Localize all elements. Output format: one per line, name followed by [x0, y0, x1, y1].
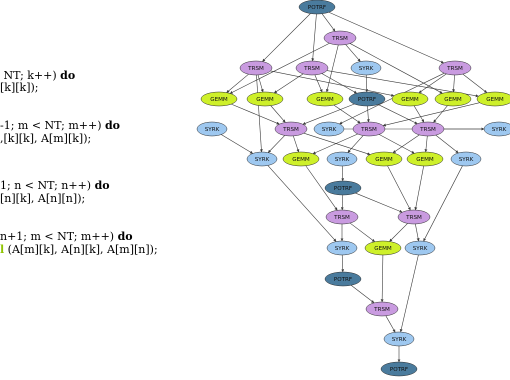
node-trsm-t13 [412, 122, 444, 136]
edge-g05-t13 [433, 106, 447, 123]
node-syrk-s06 [451, 152, 481, 166]
node-label: TRSM [304, 66, 320, 72]
code-line-7: n+1; m < NT; m++) do [0, 230, 133, 243]
node-label: GEMM [401, 97, 419, 103]
node-gemm-g21 [365, 241, 401, 255]
code-line-6: [n][k], A[n][n]); [0, 192, 86, 205]
edge-p1-t12 [367, 106, 368, 122]
node-label: SYRK [491, 127, 507, 133]
node-label: GEMM [256, 97, 274, 103]
code-line-1: NT; k++) do [0, 69, 76, 82]
node-label: GEMM [210, 97, 228, 103]
node-label: SYRK [321, 127, 337, 133]
edge-t02-s01 [346, 45, 361, 62]
node-trsm-t12 [353, 122, 385, 136]
node-label: GEMM [416, 157, 434, 163]
node-syrk-s05 [327, 152, 357, 166]
node-label: SYRK [412, 246, 428, 252]
edge-p1-t13 [378, 104, 417, 123]
edge-t22-s22 [415, 224, 418, 241]
edge-t04-g06 [463, 74, 487, 93]
node-syrk-s31 [384, 332, 414, 346]
node-gemm-g02 [247, 92, 283, 106]
edge-t02-g03 [327, 45, 339, 92]
edge-s04-s21 [268, 165, 336, 241]
node-syrk-s07 [484, 122, 510, 136]
edge-t01-s04 [256, 75, 261, 152]
node-trsm-t03 [296, 61, 328, 75]
node-label: SYRK [254, 157, 270, 163]
edge-p1-t11 [303, 104, 354, 124]
node-label: TRSM [420, 127, 436, 133]
edge-g12-t22 [388, 166, 411, 210]
edge-g13-t22 [415, 166, 423, 210]
node-label: TRSM [406, 215, 422, 221]
code-line-8: l (A[m][k], A[n][k], A[m][n]); [0, 243, 158, 256]
edge-t03-g02 [274, 74, 303, 93]
code-line-4: ,[k][k], A[m][k]); [0, 132, 92, 145]
edge-g04-t13 [414, 106, 424, 122]
edge-t04-g05 [453, 75, 454, 92]
node-label: POTRF [333, 186, 353, 192]
node-trsm-t31 [366, 302, 398, 316]
node-syrk-s21 [327, 241, 357, 255]
node-label: SYRK [334, 157, 350, 163]
node-gemm-g12 [366, 152, 402, 166]
code-line-2: [k][k]); [0, 81, 39, 94]
edge-t22-g21 [390, 223, 408, 241]
edge-t11-s04 [268, 135, 285, 152]
node-label: TRSM [283, 127, 299, 133]
node-label: GEMM [375, 157, 393, 163]
node-label: GEMM [486, 97, 504, 103]
node-label: POTRF [307, 5, 327, 11]
node-gemm-g13 [407, 152, 443, 166]
node-label: POTRF [333, 277, 353, 283]
node-syrk-s22 [405, 241, 435, 255]
node-gemm-g04 [392, 92, 428, 106]
node-trsm-t02 [324, 31, 356, 45]
node-trsm-t11 [275, 122, 307, 136]
node-layer [197, 0, 510, 376]
edge-p0-t01 [262, 14, 310, 62]
edge-t11-g12 [304, 133, 370, 154]
code-line-3: -1; m < NT; m++) do [0, 119, 121, 132]
node-syrk-s04 [247, 152, 277, 166]
node-label: POTRF [389, 367, 409, 373]
node-label: TRSM [374, 307, 390, 313]
edge-t13-g13 [426, 136, 428, 152]
node-potrf-p1 [349, 92, 385, 106]
edge-g21-t31 [382, 255, 383, 302]
node-label: SYRK [334, 246, 350, 252]
node-gemm-g11 [283, 152, 319, 166]
node-trsm-t01 [240, 61, 272, 75]
edge-t11-g11 [293, 136, 298, 152]
node-label: GEMM [292, 157, 310, 163]
edge-s05-p2 [342, 166, 343, 181]
node-label: GEMM [374, 246, 392, 252]
node-label: SYRK [391, 337, 407, 343]
edge-s21-p3 [342, 255, 343, 272]
edge-t13-s06 [436, 135, 459, 153]
edge-p0-t03 [313, 14, 317, 61]
node-label: POTRF [357, 97, 377, 103]
edge-s22-s31 [401, 255, 419, 332]
node-syrk-s01 [351, 61, 381, 75]
node-gemm-g06 [477, 92, 510, 106]
edge-t12-g11 [313, 134, 358, 154]
node-trsm-t22 [398, 210, 430, 224]
node-gemm-g03 [307, 92, 343, 106]
node-label: TRSM [447, 66, 463, 72]
edge-g02-t11 [271, 106, 286, 123]
node-potrf-p0 [299, 0, 335, 14]
node-label: SYRK [458, 157, 474, 163]
node-label: SYRK [204, 127, 220, 133]
edge-t21-g21 [350, 223, 375, 242]
node-label: SYRK [358, 66, 374, 72]
edge-p2-t21 [342, 195, 343, 210]
edge-s06-s22 [424, 166, 463, 241]
node-label: TRSM [361, 127, 377, 133]
node-label: TRSM [334, 215, 350, 221]
node-syrk-s02 [197, 122, 227, 136]
node-label: TRSM [248, 66, 264, 72]
node-potrf-p3 [325, 272, 361, 286]
node-gemm-g01 [201, 92, 237, 106]
edge-t03-g03 [315, 75, 322, 92]
node-label: GEMM [444, 97, 462, 103]
edge-p0-t02 [322, 14, 335, 32]
code-line-5: 1; n < NT; n++) do [0, 179, 110, 192]
node-potrf-p2 [325, 181, 361, 195]
node-trsm-t21 [326, 210, 358, 224]
edge-s02-s04 [221, 135, 253, 154]
node-syrk-s03 [314, 122, 344, 136]
node-label: GEMM [316, 97, 334, 103]
node-label: TRSM [332, 36, 348, 42]
node-gemm-g05 [435, 92, 471, 106]
edge-p3-t31 [351, 285, 374, 303]
edge-t31-s31 [386, 316, 395, 332]
node-potrf-p4 [381, 362, 417, 376]
edge-p2-t22 [355, 193, 402, 212]
node-trsm-t04 [439, 61, 471, 75]
